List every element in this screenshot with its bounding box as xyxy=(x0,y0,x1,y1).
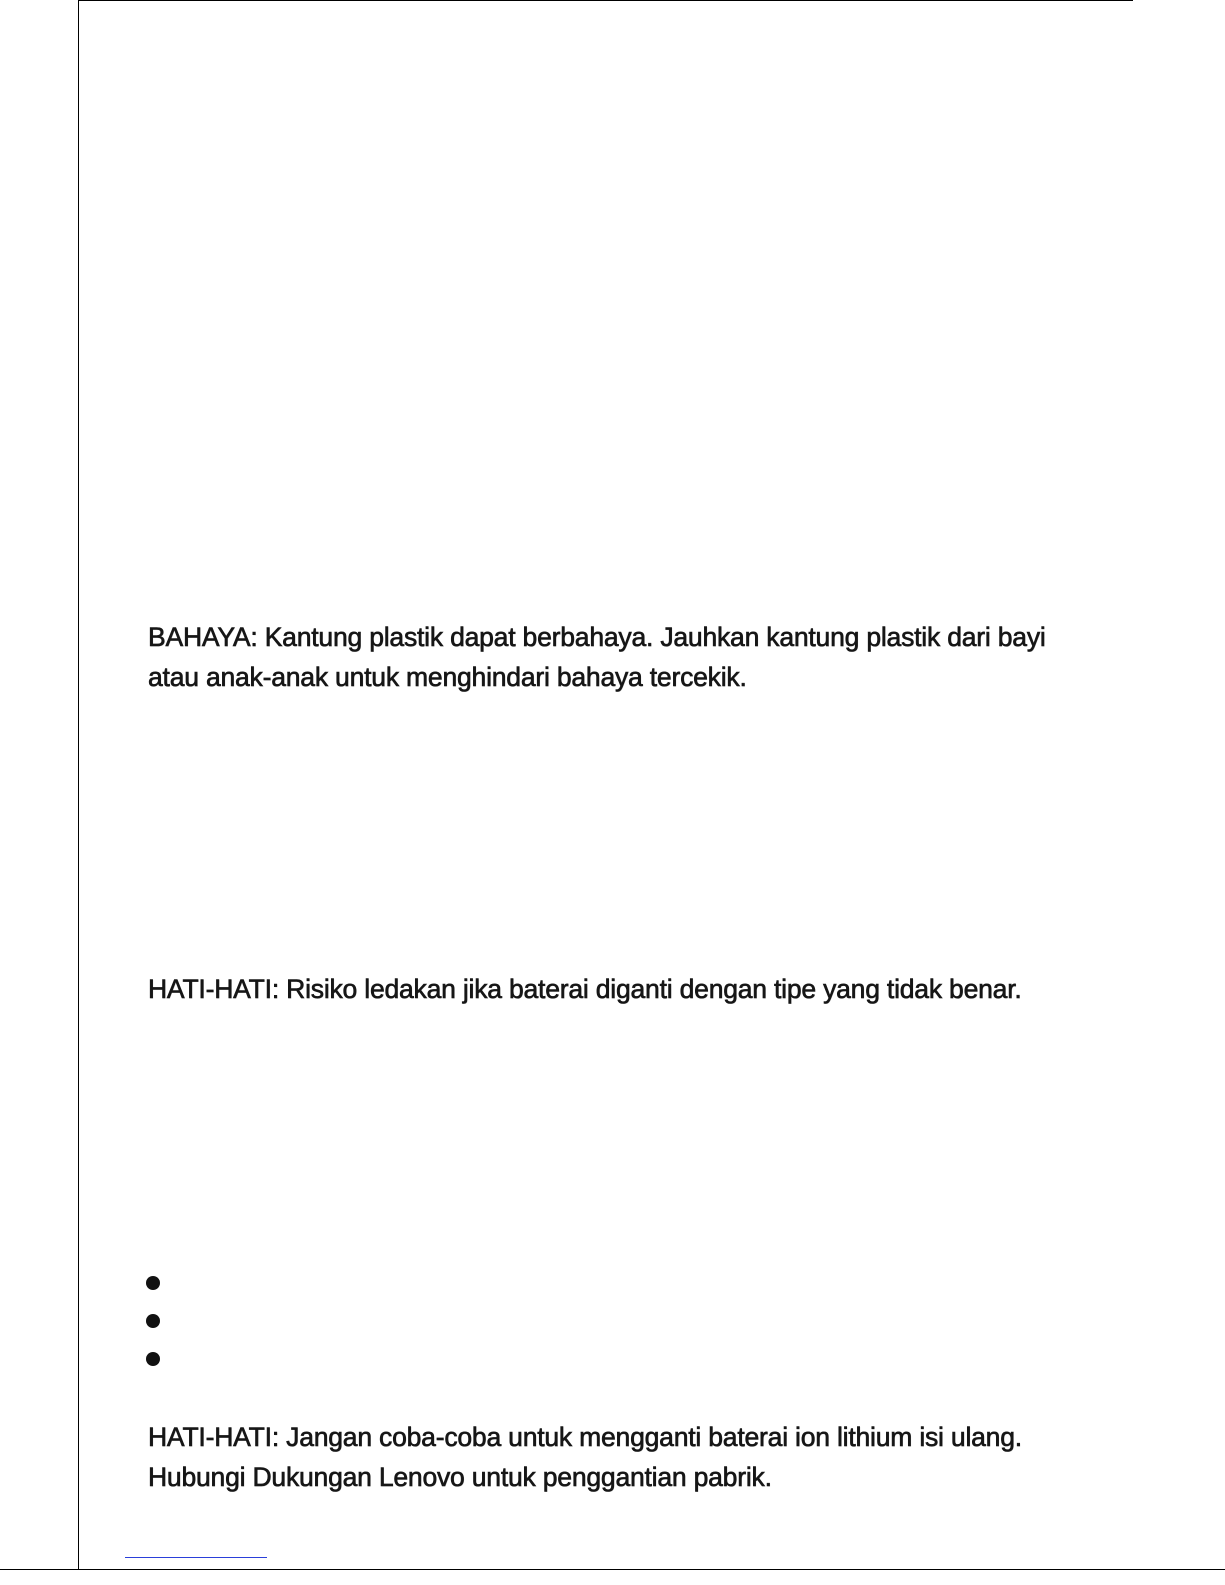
danger-notice: BAHAYA: Kantung plastik dapat berbahaya. Jauhkan kantung plastik dari bayi atau anak-anak untuk menghindari bahaya tercekik. xyxy=(148,622,1046,692)
bullet-list xyxy=(146,1264,160,1378)
link-underline[interactable] xyxy=(125,1557,267,1558)
list-item xyxy=(146,1340,160,1378)
caution-lithium-notice: HATI-HATI: Jangan coba-coba untuk mengganti baterai ion lithium isi ulang. Hubungi Dukungan Lenovo untuk penggantian pabrik. xyxy=(148,1422,1022,1492)
page-frame-left-rule xyxy=(78,0,79,1570)
list-item xyxy=(146,1302,160,1340)
bullet-dot-icon xyxy=(146,1352,160,1366)
page-frame-bottom-rule xyxy=(0,1569,1225,1570)
bullet-dot-icon xyxy=(146,1314,160,1328)
bullet-dot-icon xyxy=(146,1276,160,1290)
list-item xyxy=(146,1264,160,1302)
caution-battery-notice: HATI-HATI: Risiko ledakan jika baterai diganti dengan tipe yang tidak benar. xyxy=(148,974,1022,1004)
page-frame-top-rule xyxy=(78,0,1133,1)
